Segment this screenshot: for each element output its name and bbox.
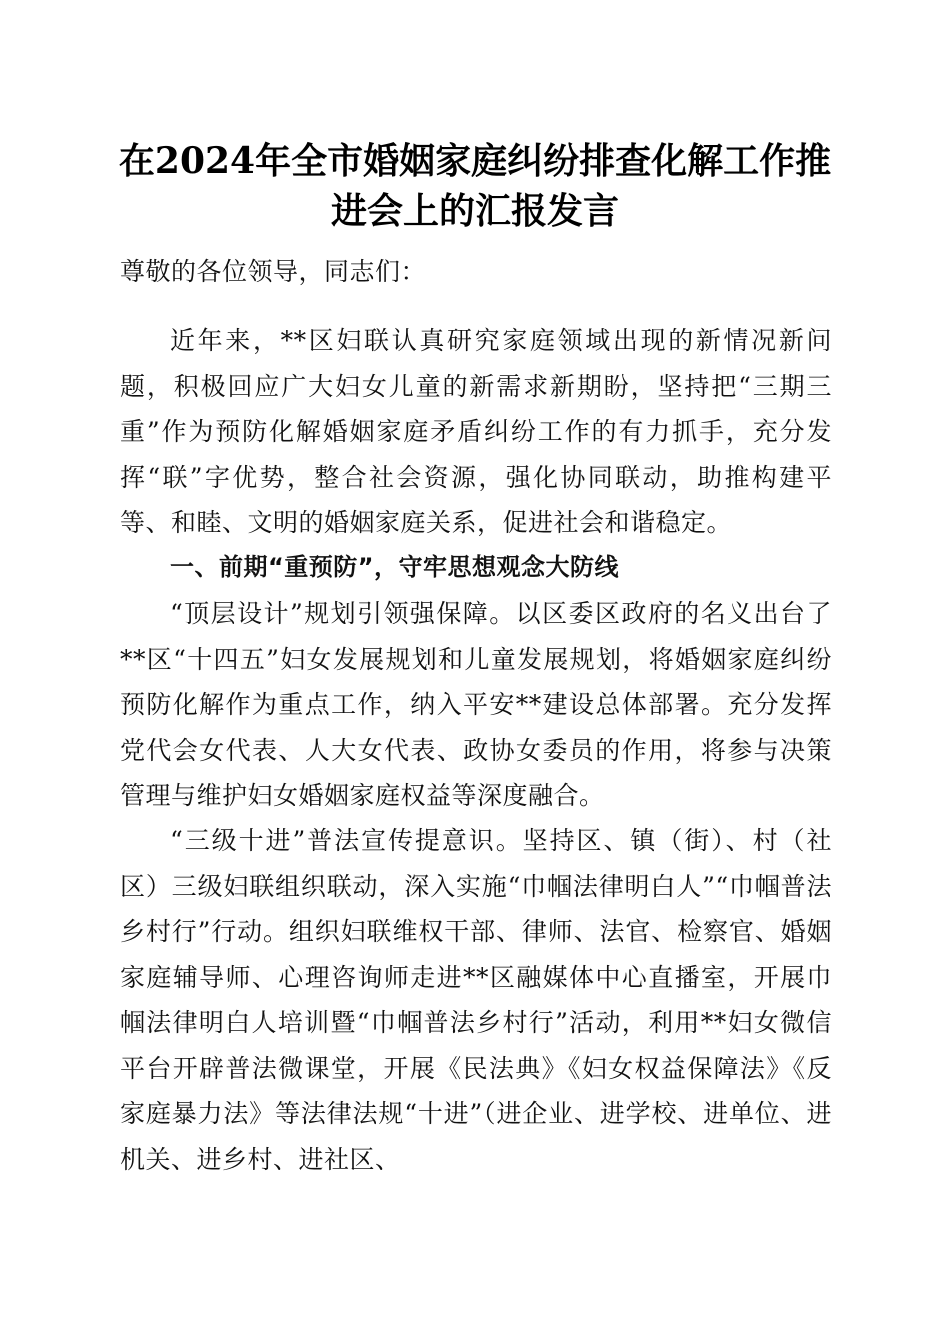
document-title — [100, 136, 850, 236]
salutation: 尊敬的各位领导，同志们： — [120, 257, 427, 286]
paragraph-legal-publicity: “三级十进”普法宣传提意识。坚持区、镇（街）、村（社区）三级妇联组织联动，深入实施“巾帼法律明白人”“巾帼普法乡村行”行动。组织妇联维权干部、律师、法官、检察官、婚姻家庭辅导师、心理咨询师走进**区融媒体中心直播室，开展巾帼法律明白人培训暨“巾帼普法乡村行”活动，利用**妇女微信平台开辟普法微课堂，开展《民法典》《妇女权益保障法》《反家庭暴力法》等法律法规“十进”（进企业、进学校、进单位、进机关、进乡村、进社区、 — [120, 826, 832, 1174]
title-line-2: 进会上的汇报发言 — [330, 190, 619, 232]
section-heading-1: 一、前期“重预防”，守牢思想观念大防线 — [170, 553, 620, 581]
paragraph-top-level-design: “顶层设计”规划引领强保障。以区委区政府的名义出台了**区“十四五”妇女发展规划和儿童发展规划，将婚姻家庭纠纷预防化解作为重点工作，纳入平安**建设总体部署。充分发挥党代会女代表、人大女代表、政协女委员的作用，将参与决策管理与维护妇女婚姻家庭权益等深度融合。 — [120, 599, 832, 810]
title-line-1: 在2024年全市婚姻家庭纠纷排查化解工作推 — [118, 140, 832, 182]
paragraph-intro: 近年来，**区妇联认真研究家庭领域出现的新情况新问题，积极回应广大妇女儿童的新需求新期盼，坚持把“三期三重”作为预防化解婚姻家庭矛盾纠纷工作的有力抓手，充分发挥“联”字优势，整合社会资源，强化协同联动，助推构建平等、和睦、文明的婚姻家庭关系，促进社会和谐稳定。 — [120, 326, 832, 537]
